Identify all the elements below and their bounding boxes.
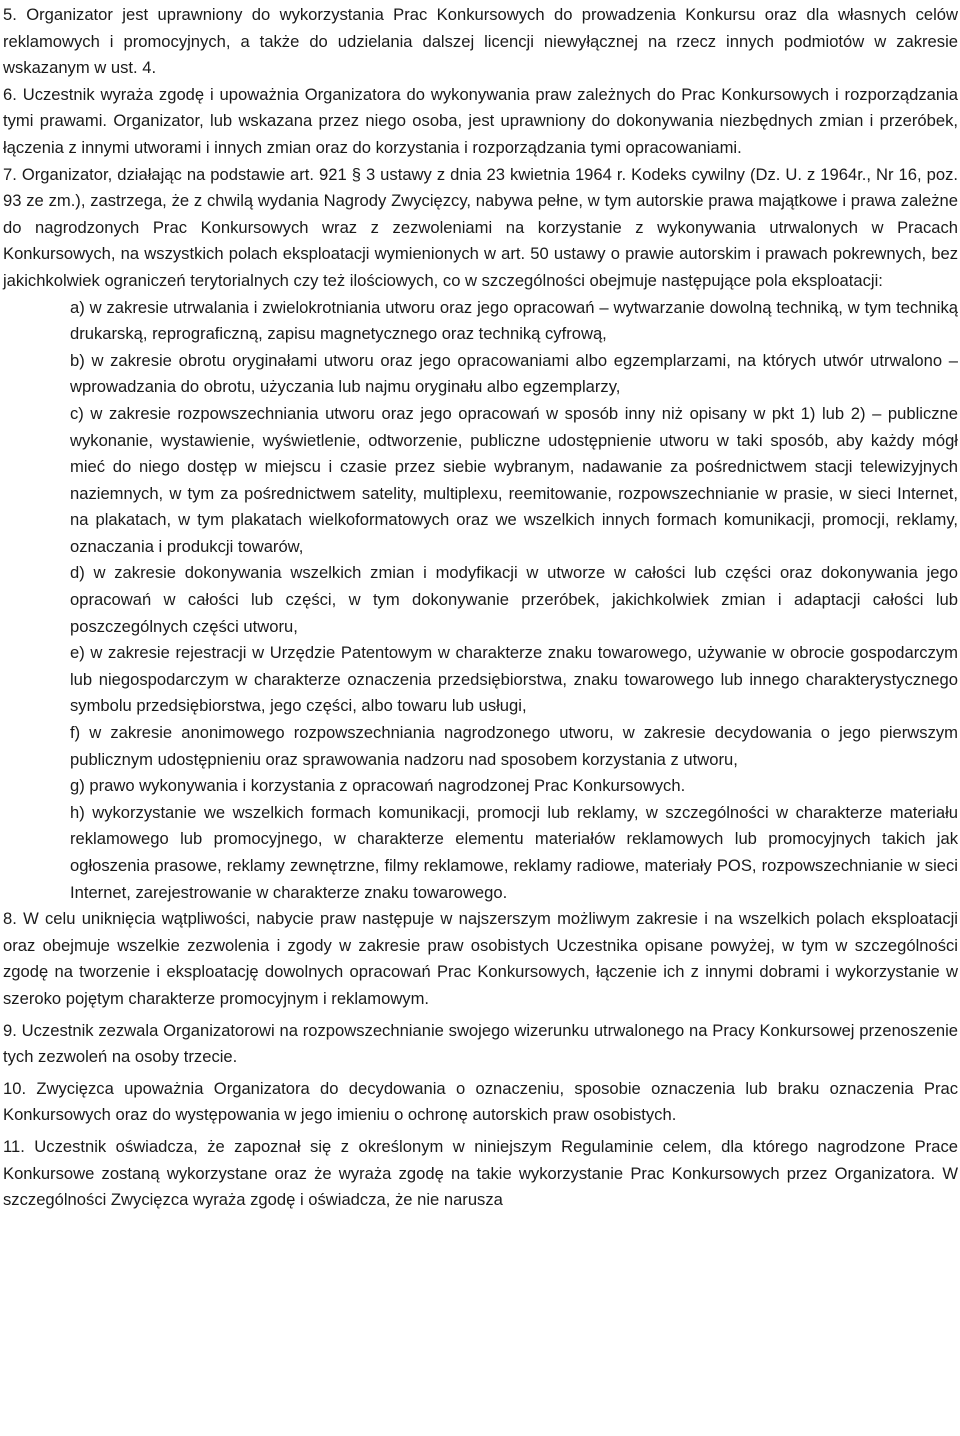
exploitation-field-e: e) w zakresie rejestracji w Urzędzie Patentowym w charakterze znaku towarowego, używanie w obrocie gospodarczym lub niegospodarczym w charakterze oznaczenia przedsiębiorstwa, znaku towarowego lub innego charakterystycznego symbolu przedsiębiorstwa, jego części, albo towaru lub usługi, [70,643,958,716]
paragraph-8: 8. W celu uniknięcia wątpliwości, nabycie praw następuje w najszerszym możliwym zakresie i na wszelkich polach eksploatacji oraz obejmuje wszelkie zezwolenia i zgody w zakresie praw osobistych Uczestnika opisane powyżej, w tym w szczególności zgodę na tworzenie i eksploatację dowolnych opracowań Prac Konkursowych, łączenie ich z innymi dobrami i wykorzystanie w szeroko pojętym charakterze promocyjnym i reklamowym. [3,909,958,1008]
paragraph-5: 5. Organizator jest uprawniony do wykorzystania Prac Konkursowych do prowadzenia Konkursu oraz dla własnych celów reklamowych i promocyjnych, a także do udzielania dalszej licencji niewyłącznej na rzecz innych podmiotów w zakresie wskazanym w ust. 4. [3,5,958,78]
exploitation-field-c: c) w zakresie rozpowszechniania utworu oraz jego opracowań w sposób inny niż opisany w pkt 1) lub 2) – publiczne wykonanie, wystawienie, wyświetlenie, odtworzenie, publiczne udostępnienie utworu w taki sposób, aby każdy mógł mieć do niego dostęp w miejscu i czasie przez siebie wybranym, nadawanie za pośrednictwem stacji telewizyjnych naziemnych, w tym za pośrednictwem satelity, multiplexu, reemitowanie, rozpowszechnianie w prasie, w sieci Internet, na plakatach, w tym plakatach wielkoformatowych oraz we wszelkich innych formach komunikacji, promocji, reklamy, oznaczania i produkcji towarów, [70,403,958,556]
exploitation-field-b: b) w zakresie obrotu oryginałami utworu oraz jego opracowaniami albo egzemplarzami, na których utwór utrwalono – wprowadzania do obrotu, użyczania lub najmu oryginału albo egzemplarzy, [70,350,958,397]
paragraph-7: 7. Organizator, działając na podstawie art. 921 § 3 ustawy z dnia 23 kwietnia 1964 r. Kodeks cywilny (Dz. U. z 1964r., Nr 16, poz. 93 ze zm.), zastrzega, że z chwilą wydania Nagrody Zwycięzcy, nabywa pełne, w tym autorskie prawa majątkowe i prawa zależne do nagrodzonych Prac Konkursowych wraz z zezwoleniami na korzystanie z wykonywania utrwalonych w Pracach Konkursowych, na wszystkich polach eksploatacji wymienionych w art. 50 ustawy o prawie autorskim i prawach pokrewnych, bez jakichkolwiek ograniczeń terytorialnych czy też ilościowych, co w szczególności obejmuje następujące pola eksploatacji: [3,164,958,290]
exploitation-field-f: f) w zakresie anonimowego rozpowszechniania nagrodzonego utworu, w zakresie decydowania o jego pierwszym publicznym udostępnieniu oraz sprawowania nadzoru nad sposobem korzystania z utworu, [70,723,958,769]
paragraph-6: 6. Uczestnik wyraża zgodę i upoważnia Organizatora do wykonywania praw zależnych do Prac Konkursowych i rozporządzania tymi prawami. Organizator, lub wskazana przez niego osoba, jest uprawniony do dokonywania niezbędnych zmian i przeróbek, łączenia z innymi utworami i innych zmian oraz do korzystania i rozporządzania tymi opracowaniami. [3,84,958,157]
exploitation-field-g: g) prawo wykonywania i korzystania z opracowań nagrodzonej Prac Konkursowych. [70,776,686,796]
exploitation-field-a: a) w zakresie utrwalania i zwielokrotniania utworu oraz jego opracowań – wytwarzanie dowolną techniką, w tym techniką drukarską, reprograficzną, zapisu magnetycznego oraz techniką cyfrową, [70,297,958,344]
exploitation-fields-list [3,295,958,907]
paragraph-9: 9. Uczestnik zezwala Organizatorowi na rozpowszechnianie swojego wizerunku utrwalonego na Pracy Konkursowej przenoszenie tych zezwoleń na osoby trzecie. [3,1020,958,1067]
exploitation-field-d: d) w zakresie dokonywania wszelkich zmian i modyfikacji w utworze w całości lub części oraz dokonywania jego opracowań w całości lub części, w tym dokonywanie przeróbek, jakichkolwiek zmian i adaptacji całości lub poszczególnych części utworu, [70,563,958,636]
paragraph-11: 11. Uczestnik oświadcza, że zapoznał się z określonym w niniejszym Regulaminie celem, dla którego nagrodzone Prace Konkursowe zostaną wykorzystane oraz że wyraża zgodę na takie wykorzystanie Prac Konkursowych przez Organizatora. W szczególności Zwycięzca wyraża zgodę i oświadcza, że nie narusza [3,1136,958,1210]
exploitation-field-h: h) wykorzystanie we wszelkich formach komunikacji, promocji lub reklamy, w szczególności w charakterze materiału reklamowego lub promocyjnego, w charakterze elementu materiałów reklamowych lub promocyjnych takich jak ogłoszenia prasowe, reklamy zewnętrzne, filmy reklamowe, reklamy radiowe, materiały POS, rozpowszechnianie w sieci Internet, zarejestrowanie w charakterze znaku towarowego. [70,802,958,902]
paragraph-10: 10. Zwycięzca upoważnia Organizatora do decydowania o oznaczeniu, sposobie oznaczenia lub braku oznaczenia Prac Konkursowych oraz do występowania w jego imieniu o ochronę autorskich praw osobistych. [3,1078,958,1125]
document-page [3,2,958,1214]
